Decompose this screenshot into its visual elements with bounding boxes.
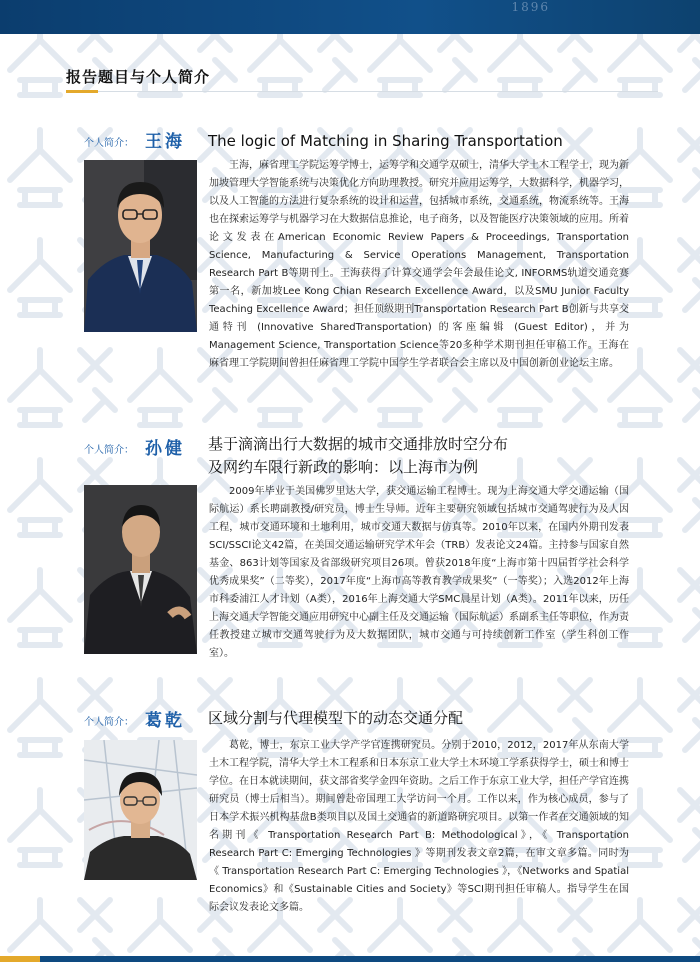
- talk-title-line: 基于滴滴出行大数据的城市交通排放时空分布: [208, 435, 509, 453]
- talk-title: [208, 130, 563, 153]
- speaker-name: 王海: [145, 132, 185, 152]
- speaker-photo: [84, 160, 197, 332]
- speaker-photo: [84, 485, 197, 654]
- talk-title: [208, 433, 508, 479]
- speaker-label: 个人简介：: [84, 138, 134, 149]
- portrait-illustration: [84, 485, 197, 654]
- portrait-illustration: [84, 160, 197, 332]
- speaker-bio: 王海，麻省理工学院运筹学博士，运筹学和交通学双硕士，清华大学土木工程学士，现为新加坡管理大学智能系统与决策优化方向助理教授。研究并应用运筹学，大数据科学，机器学习，以及人工智能的方法进行复杂系统的设计和运营，包括城市系统，交通系统，物流系统等。王海也在探索运筹学与机器学习在大数据信息推论，电子商务，以及智能医疗决策领域的应用。所着论文发表在American Economic Review Papers & Proceedings, Transportation Science, Manufacturing & Service Operations Management, Transportation Research Part B等期刊上。王海获得了计算交通学会年会最佳论文, INFORMS轨道交通竞赛第一名，新加坡Lee Kong Chian Research Excellence Award，以及SMU Junior Faculty Teaching Excellence Award；担任顶级期刊Transportation Research Part B创新与共享交通特刊 (Innovative SharedTransportation) 的客座编辑 (Guest Editor)，并为Management Science, Transportation Science等20多种学术期刊担任审稿工作。王海在麻省理工学院期间曾担任麻省理工学院中国学生学者联合会主席以及中国创新创业论坛主席。: [209, 160, 629, 369]
- portrait-illustration: [84, 740, 197, 880]
- talk-title-line: The logic of Matching in Sharing Transportation: [208, 132, 563, 150]
- speaker-name: 孙健: [145, 439, 185, 459]
- speaker-label: 个人简介：: [84, 717, 134, 728]
- section-divider: [98, 91, 658, 92]
- speaker-name: 葛乾: [145, 711, 185, 731]
- talk-title-line: 区域分割与代理模型下的动态交通分配: [208, 709, 464, 727]
- banner-year: 1896: [511, 0, 550, 14]
- section-title: 报告题目与个人简介: [66, 68, 211, 86]
- speaker-label: 个人简介：: [84, 445, 134, 456]
- speaker-bio: 葛乾，博士，东京工业大学产学官连携研究员。分别于2010，2012，2017年从东南大学土木工程学院，清华大学土木工程系和日本东京工业大学土木环境工学系获得学士，硕士和博士学位。在日本就读期间，获文部省奖学金四年资助。之后工作于东京工业大学，担任产学官连携研究员（博士后相当）。期间曾赴帝国理工大学访问一个月。工作以来，作为核心成员，参与了日本学术振兴机构基盘B类项目以及国土交通省的新道路研究项目。以第一作者在交通领域的知名期刊《 Transportation Research Part B: Methodological》，《 Transportation Research Part C: Emerging Technologies 》等期刊发表文章2篇，在审文章多篇。同时为《 Transportation Research Part C: Emerging Technologies 》，《Networks and Spatial Economics》和《Sustainable Cities and Society》等SCI期刊担任审稿人。指导学生在国际会议发表论文多篇。: [209, 740, 629, 913]
- talk-title-line: 及网约车限行新政的影响：以上海市为例: [208, 458, 479, 476]
- speaker-bio: 2009年毕业于美国佛罗里达大学，获交通运输工程博士。现为上海交通大学交通运输（国际航运）系长聘副教授/研究员，博士生导师。近年主要研究领域包括城市交通驾驶行为及人因工程，城市交通环境和土地利用，城市交通大数据与仿真等。2010年以来，在国内外期刊发表SCI/SSCI论文42篇，在美国交通运输研究学术年会（TRB）发表论文24篇。主持参与国家自然基金、863计划等国家及省部级研究项目26项。曾获2018年度“上海市第十四届哲学社会科学优秀成果奖”（二等奖），2017年度“上海市高等教育教学成果奖”（一等奖）；入选2012年上海市科委浦江人才计划（A类），2016年上海交通大学SMC晨星计划（A类）。2011年以来，历任上海交通大学智能交通应用研究中心副主任及交通运输（国际航运）系副系主任等职位，作为责任教授建立城市交通驾驶行为及大数据团队，城市交通与可持续创新工作室（学生科创工作室）。: [209, 486, 629, 659]
- speaker-photo: [84, 740, 197, 880]
- talk-title: [208, 707, 463, 730]
- section-title-accent: [66, 90, 98, 93]
